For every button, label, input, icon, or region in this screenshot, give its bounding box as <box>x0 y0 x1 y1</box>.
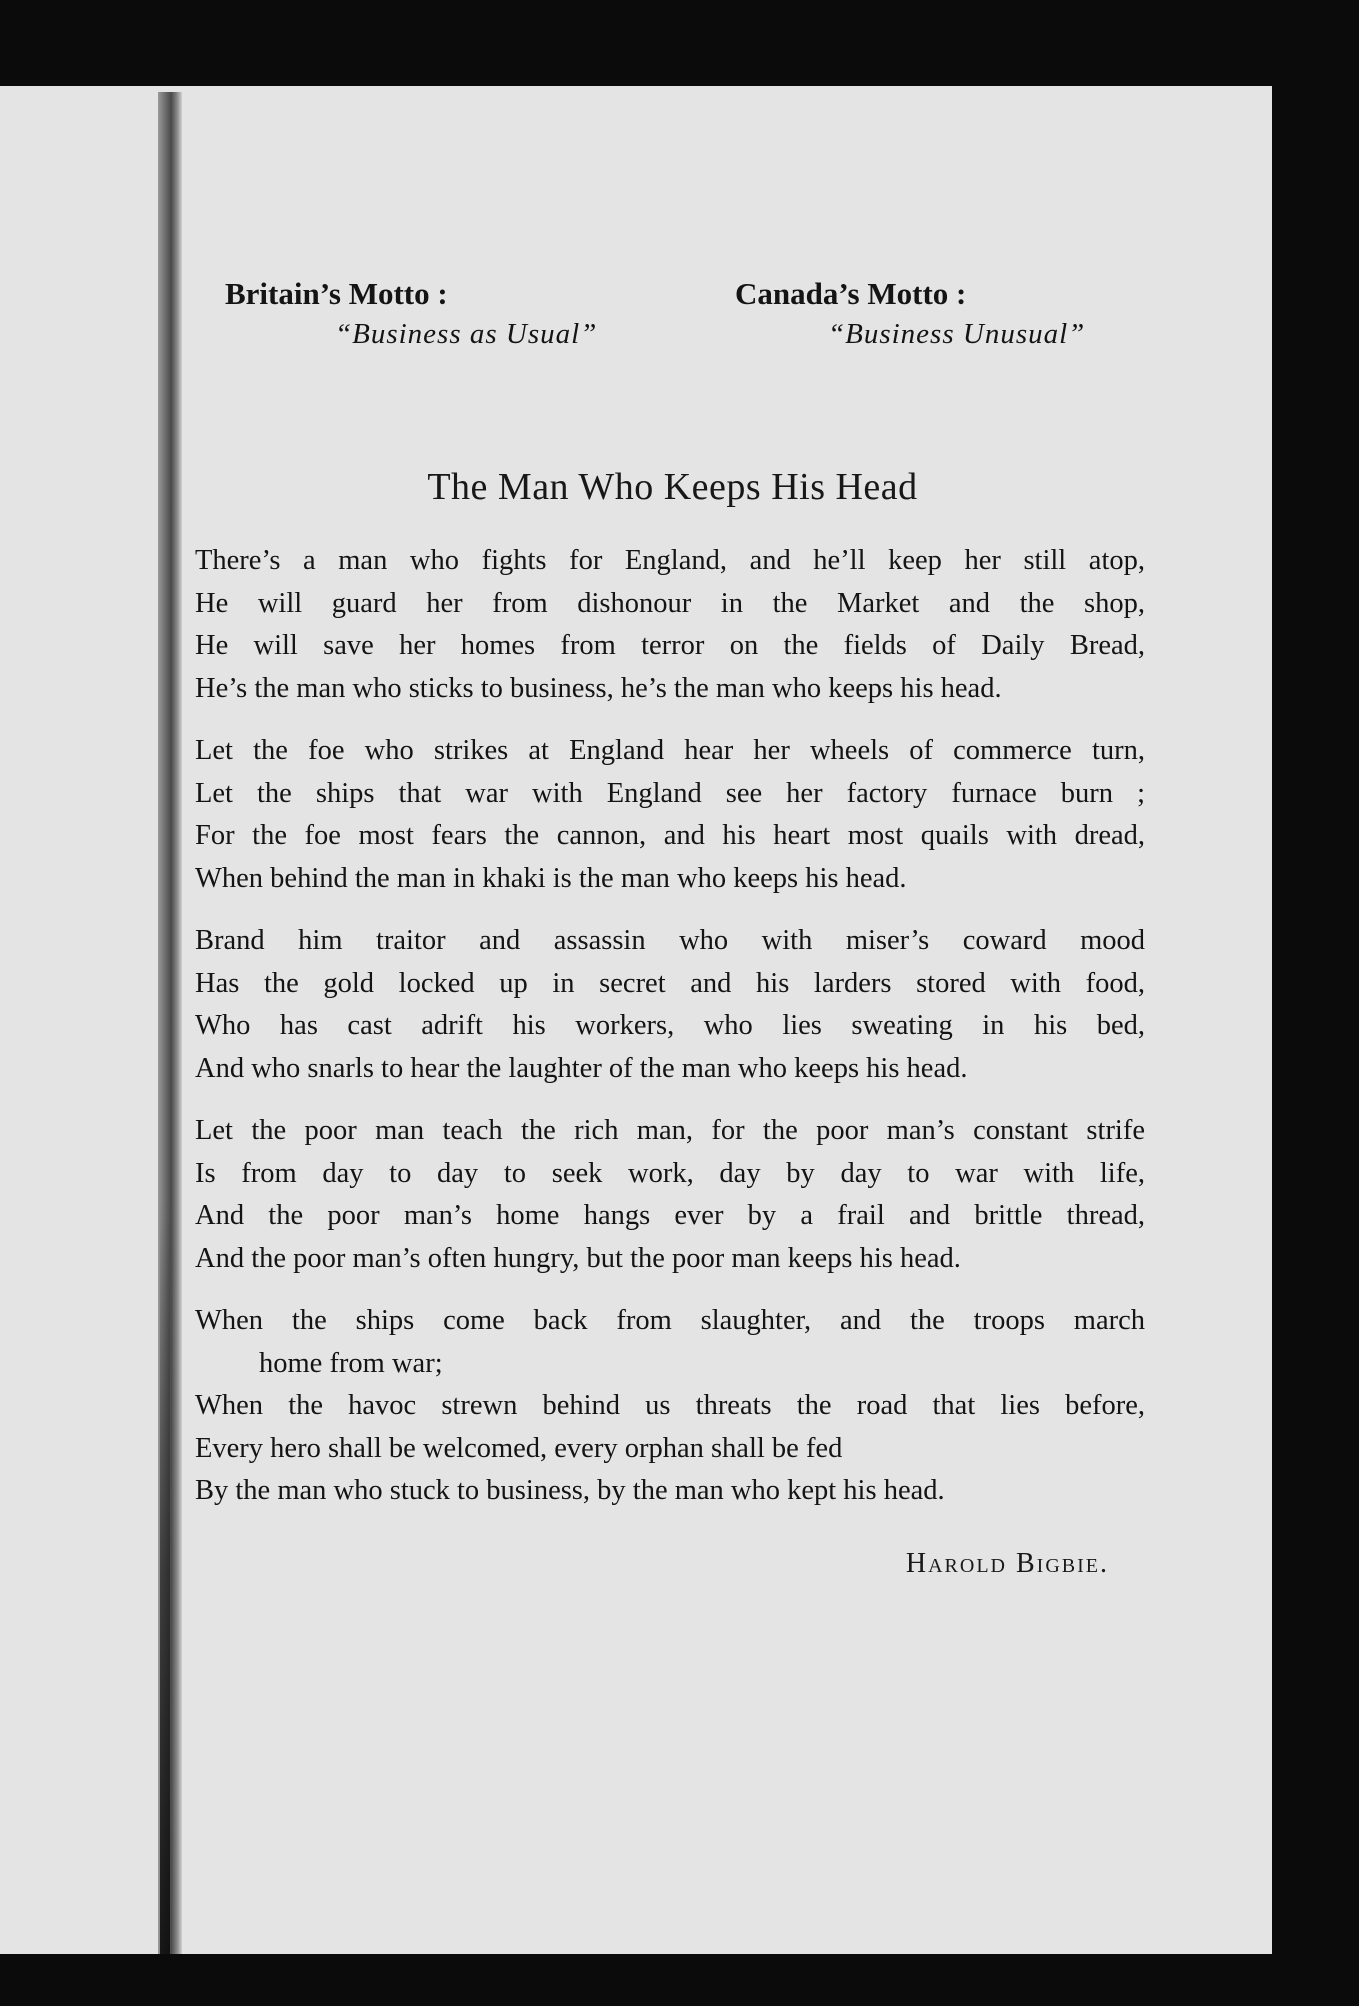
poem-line: When behind the man in khaki is the man who keeps his head. <box>195 862 907 894</box>
poem-line: For the foe most fears the cannon, and his heart most quails with dread, <box>195 820 1145 851</box>
poem-line: Brand him traitor and assassin who with miser’s coward mood <box>195 925 1145 956</box>
poem-line: Is from day to day to seek work, day by day to war with life, <box>195 1157 1145 1189</box>
poem-line: Has the gold locked up in secret and his larders stored with food, <box>195 967 1145 999</box>
stanza <box>195 1300 1145 1513</box>
canada-motto-quote: “Business Unusual” <box>828 318 1086 350</box>
poem-line: He’s the man who sticks to business, he’s the man who keeps his head. <box>195 672 1002 704</box>
poem-title: The Man Who Keeps His Head <box>427 466 918 508</box>
poem-line: Every hero shall be welcomed, every orphan shall be fed <box>195 1432 843 1464</box>
britain-motto <box>225 276 597 351</box>
poem-line: By the man who stuck to business, by the man who kept his head. <box>195 1475 945 1506</box>
poem-author: Harold Bigbie. <box>905 1548 1109 1579</box>
poem-body <box>195 540 1145 1533</box>
poem-line: Let the foe who strikes at England hear her wheels of commerce turn, <box>195 735 1145 766</box>
stanza <box>195 920 1145 1090</box>
poem-line: He will save her homes from terror on the fields of Daily Bread, <box>195 630 1145 661</box>
poem-line: He will guard her from dishonour in the Market and the shop, <box>195 587 1145 619</box>
scan-border <box>0 1954 1359 2006</box>
poem-line: And the poor man’s often hungry, but the poor man keeps his head. <box>195 1242 961 1274</box>
britain-motto-quote: “Business as Usual” <box>335 318 598 350</box>
poem-line: When the ships come back from slaughter, and the troops march <box>195 1305 1145 1336</box>
canada-motto <box>735 276 1085 351</box>
poem-line: Let the poor man teach the rich man, for the poor man’s constant strife <box>195 1115 1145 1146</box>
poem-line: Who has cast adrift his workers, who lies sweating in his bed, <box>195 1010 1145 1041</box>
poem-line: And who snarls to hear the laughter of the man who keeps his head. <box>195 1052 968 1084</box>
britain-motto-label: Britain’s Motto : <box>225 276 448 311</box>
stanza <box>195 1110 1145 1280</box>
canada-motto-label: Canada’s Motto : <box>735 276 967 311</box>
stanza <box>195 730 1145 900</box>
poem-line: home from war; <box>259 1347 443 1379</box>
poem-line: When the havoc strewn behind us threats the road that lies before, <box>195 1390 1145 1421</box>
poem-line: And the poor man’s home hangs ever by a frail and brittle thread, <box>195 1200 1145 1231</box>
stanza <box>195 540 1145 710</box>
poem-line: There’s a man who fights for England, and he’ll keep her still atop, <box>195 545 1145 576</box>
poem-line: Let the ships that war with England see her factory furnace burn ; <box>195 777 1145 809</box>
spine-shadow <box>160 1200 170 1960</box>
